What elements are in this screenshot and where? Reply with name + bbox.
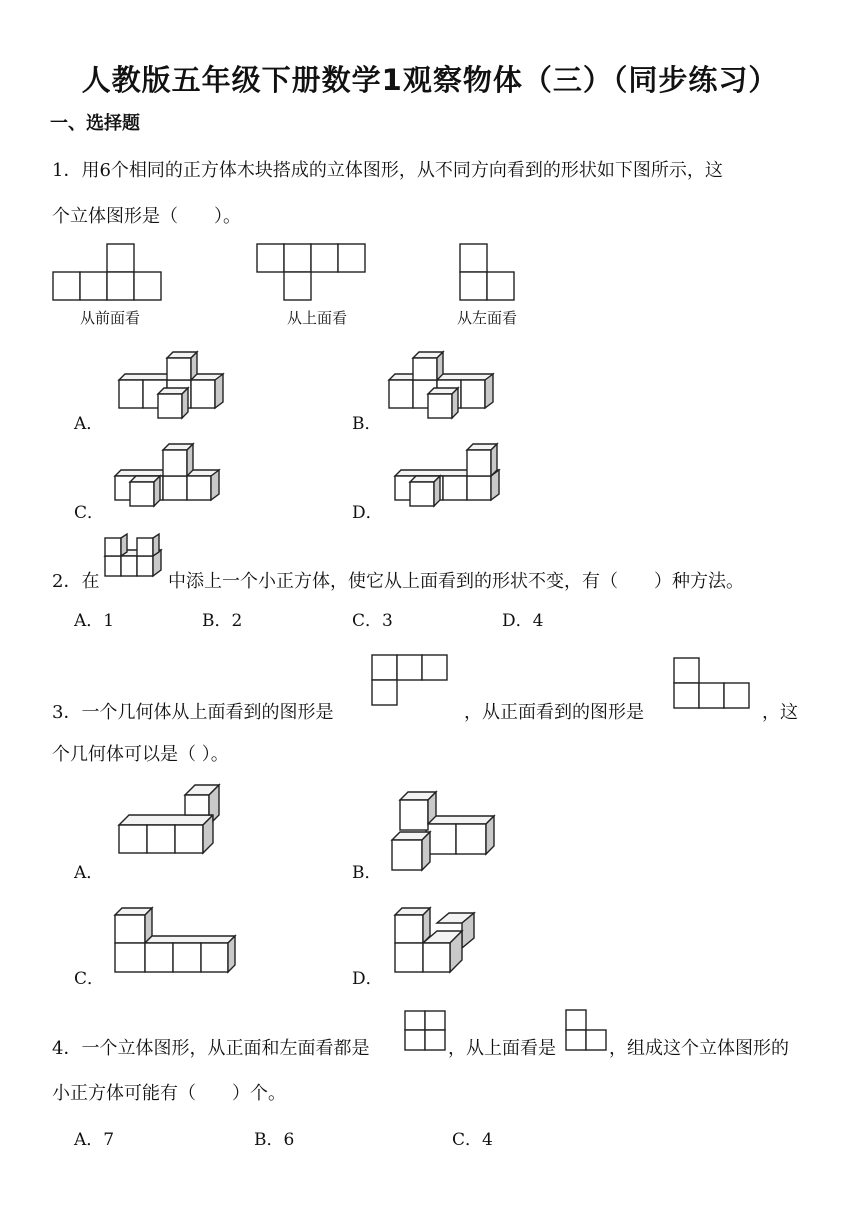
- q3-option-c-label[interactable]: C．: [74, 969, 105, 989]
- q4-option-a[interactable]: A．7: [74, 1130, 115, 1150]
- q4-top-view: [565, 1009, 607, 1051]
- q3-option-a-label[interactable]: A．: [74, 863, 104, 883]
- q1-left-view: [459, 243, 517, 301]
- q3-option-d-label[interactable]: D．: [352, 969, 383, 989]
- q3-option-c-figure[interactable]: [114, 905, 236, 975]
- q3-stem-part3: ，这: [762, 702, 798, 723]
- q1-option-b-figure[interactable]: [388, 352, 496, 420]
- q1-option-c-figure[interactable]: [114, 442, 222, 508]
- q2-option-b[interactable]: B．2: [202, 611, 243, 631]
- section-heading: 一、选择题: [50, 113, 140, 134]
- q1-stem-line1: 1．用6个相同的正方体木块搭成的立体图形，从不同方向看到的形状如下图所示，这: [52, 160, 723, 181]
- q1-option-a-figure[interactable]: [118, 352, 226, 420]
- q2-option-d[interactable]: D．4: [502, 611, 544, 631]
- q4-option-b[interactable]: B．6: [254, 1130, 295, 1150]
- q1-option-d-label[interactable]: D．: [352, 503, 383, 523]
- page-title: 人教版五年级下册数学1观察物体（三）（同步练习）: [81, 63, 779, 97]
- q3-option-d-figure[interactable]: [394, 905, 476, 975]
- q4-stem-line2: 小正方体可能有（ ）个。: [52, 1083, 286, 1104]
- q1-option-c-label[interactable]: C．: [74, 503, 105, 523]
- q3-top-view: [371, 654, 449, 706]
- q1-option-b-label[interactable]: B．: [352, 414, 382, 434]
- q4-front-left-view: [404, 1010, 446, 1052]
- q1-top-view-caption: 从上面看: [287, 309, 348, 327]
- q1-stem-line2: 个立体图形是（ ）。: [52, 206, 241, 227]
- q4-stem-part2: ，从上面看是: [448, 1038, 556, 1059]
- q2-inline-figure: [104, 534, 162, 580]
- q3-stem-part1: 3．一个几何体从上面看到的图形是: [52, 702, 334, 723]
- q4-option-c[interactable]: C．4: [452, 1130, 493, 1150]
- q4-stem-part1: 4．一个立体图形，从正面和左面看都是: [52, 1038, 370, 1059]
- q3-option-b-figure[interactable]: [390, 790, 496, 872]
- q4-stem-part3: ，组成这个立体图形的: [609, 1038, 789, 1059]
- q3-option-a-figure[interactable]: [118, 785, 222, 869]
- q2-stem-prefix: 2．在: [52, 571, 100, 592]
- q1-front-view: [52, 243, 164, 301]
- q1-left-view-caption: 从左面看: [457, 309, 518, 327]
- q3-front-view: [673, 657, 751, 709]
- q1-option-a-label[interactable]: A．: [74, 414, 104, 434]
- q2-option-a[interactable]: A．1: [74, 611, 115, 631]
- q2-stem-suffix: 中添上一个小正方体，使它从上面看到的形状不变，有（ ）种方法。: [168, 571, 744, 592]
- q3-stem-line2: 个几何体可以是（ ）。: [52, 744, 229, 765]
- q1-option-d-figure[interactable]: [394, 442, 502, 508]
- q1-top-view: [256, 243, 368, 301]
- q1-front-view-caption: 从前面看: [80, 309, 141, 327]
- q3-option-b-label[interactable]: B．: [352, 863, 382, 883]
- q3-stem-part2: ，从正面看到的图形是: [464, 702, 644, 723]
- q2-option-c[interactable]: C．3: [352, 611, 393, 631]
